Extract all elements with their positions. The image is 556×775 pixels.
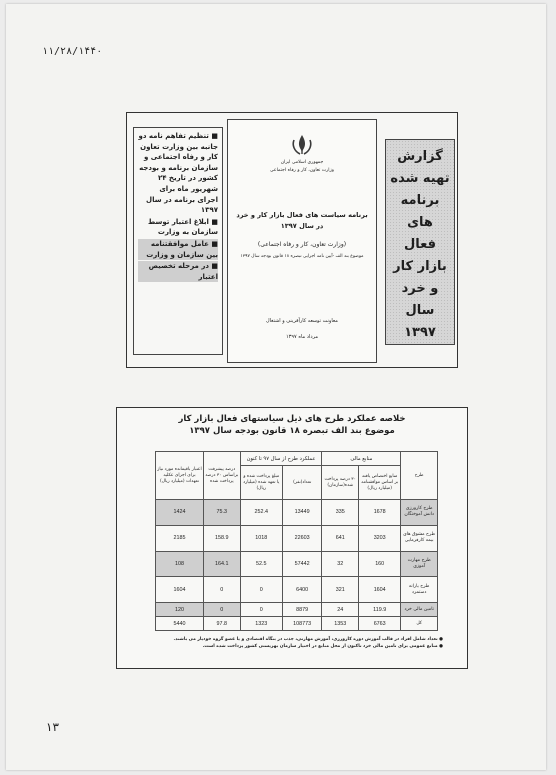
status-item: ■ در مرحله تخصیص اعتبار (138, 261, 218, 282)
cell-plan: تامین مالی خرد (401, 603, 438, 617)
page-date: ١١/٢٨/١۴۴٠ (42, 46, 103, 57)
cell-allocated: 160 (359, 551, 401, 577)
cell-paid: 1018 (240, 525, 282, 551)
cell-count: 13449 (282, 500, 321, 526)
report-title-box: گزارش تهیه شده برنامه های فعال بازار کار و خرد سال ۱۳۹۷ (385, 139, 455, 345)
table-row (156, 500, 438, 526)
document-subtitle: (وزارت تعاون، کار و رفاه اجتماعی) (257, 241, 347, 248)
table-row (156, 617, 438, 631)
report-cover-panel (126, 112, 458, 368)
cell-count: 6400 (282, 577, 321, 603)
cell-allocated: 6763 (359, 617, 401, 631)
cell-paid: 0 (240, 577, 282, 603)
cell-count: 57442 (282, 551, 321, 577)
status-item: ■ عامل موافقتنامه بین سازمان و وزارت (138, 239, 218, 260)
cell-share30: 641 (322, 525, 359, 551)
document-subject: موضوع بند الف -آیین نامه اجرایی تبصره ۱۸ قانون بودجه سال ۱۳۹۷ (240, 254, 364, 259)
status-item: ■ تنظیم تفاهم نامه دو جانبه بین وزارت تعاون کار و رفاه اجتماعی و سازمان برنامه و بودجه کشور در تاریخ ۲۴ شهریور ماه برای اجرای برنامه در سال ۱۳۹۷ (138, 132, 218, 215)
cell-remaining: 2185 (156, 525, 204, 551)
table-row (156, 603, 438, 617)
cell-share30: 24 (322, 603, 359, 617)
cell-paid: 52.5 (240, 551, 282, 577)
cell-plan: طرح مشوق های بیمه کارفرمایی (401, 525, 438, 551)
cell-plan: طرح یارانه دستمزد (401, 577, 438, 603)
status-list (133, 127, 223, 355)
cell-share30: 321 (322, 577, 359, 603)
cell-allocated: 3203 (359, 525, 401, 551)
ministry-name: وزارت تعاون، کار و رفاه اجتماعی (270, 168, 334, 173)
cell-percent: 97.8 (203, 617, 240, 631)
col-paid: مبلغ پرداخت شده و یا تعهد شده (میلیارد ریال) (240, 466, 282, 500)
cell-plan: کل (401, 617, 438, 631)
org-name: جمهوری اسلامی ایران (280, 160, 324, 165)
deputy-name: معاونت توسعه کارآفرینی و اشتغال (266, 318, 338, 324)
summary-table (155, 451, 438, 631)
document-cover (227, 119, 377, 363)
cell-allocated: 1604 (359, 577, 401, 603)
col-group-financial: منابع مالی (322, 452, 401, 466)
emblem-icon (287, 132, 317, 158)
table-title: خلاصه عملکرد طرح های ذیل سیاستهای فعال بازار کار (178, 414, 406, 424)
col-allocated: منابع اختصاص یافته بر اساس موافقتنامه (میلیارد ریال) (359, 466, 401, 500)
cell-allocated: 119.9 (359, 603, 401, 617)
note: ● منابع عمومی برای تامین مالی خرد تاکنون از محل منابع در اختیار سازمان بهزیستی کشور پرداخت شده است. (202, 644, 443, 649)
status-item: ■ ابلاغ اعتبار توسط سازمان به وزارت (147, 217, 218, 237)
cell-paid: 252.4 (240, 500, 282, 526)
table-row (156, 551, 438, 577)
col-plan: طرح (401, 452, 438, 500)
document-title: برنامه سیاست های فعال بازار کار و خرد در سال ۱۳۹۷ (236, 211, 368, 230)
cell-share30: 32 (322, 551, 359, 577)
cell-count: 8879 (282, 603, 321, 617)
page-number: ١٣ (46, 720, 59, 734)
table-row (156, 577, 438, 603)
document-date: مرداد ماه ۱۳۹۷ (285, 334, 319, 340)
col-percent: درصد پیشرفت براساس ۳۰ درصد پرداخت شده (203, 452, 240, 500)
cell-paid: 1323 (240, 617, 282, 631)
cell-remaining: 1604 (156, 577, 204, 603)
table-notes (153, 636, 443, 650)
document-page (6, 4, 546, 770)
col-group-performance: عملکرد طرح از سال ۹۷ تا کنون (240, 452, 322, 466)
cell-percent: 164.1 (203, 551, 240, 577)
cell-percent: 158.9 (203, 525, 240, 551)
cell-plan: طرح مهارت آموزی (401, 551, 438, 577)
cell-remaining: 108 (156, 551, 204, 577)
cell-percent: 0 (203, 577, 240, 603)
cell-count: 108773 (282, 617, 321, 631)
summary-table-panel (116, 407, 468, 669)
cell-count: 22603 (282, 525, 321, 551)
cell-paid: 0 (240, 603, 282, 617)
col-count: تعداد(نفر) (282, 466, 321, 500)
table-subtitle: موضوع بند الف تبصره ۱۸ قانون بودجه سال ۱۳۹۷ (189, 426, 395, 436)
col-remaining: اعتبار باقیمانده مورد نیاز برای اجرای عکلیه تعهدات (میلیارد ریال) (156, 452, 204, 500)
cell-percent: 0 (203, 603, 240, 617)
cell-remaining: 1424 (156, 500, 204, 526)
col-share30: ۳۰ درصد پرداخت شده(سازمان) (322, 466, 359, 500)
cell-share30: 1353 (322, 617, 359, 631)
cell-percent: 75.3 (203, 500, 240, 526)
note: ● تعداد شامل افراد در قالب آموزش دوره کارورزی، آموزش مهارتی، جذب در بنگاه اقتصادی و یا عضو گروه خودیار می باشند. (173, 637, 443, 642)
cell-remaining: 5440 (156, 617, 204, 631)
cell-remaining: 120 (156, 603, 204, 617)
cell-share30: 335 (322, 500, 359, 526)
table-row (156, 525, 438, 551)
cell-plan: طرح کارورزی دانش آموختگان (401, 500, 438, 526)
cell-allocated: 1678 (359, 500, 401, 526)
